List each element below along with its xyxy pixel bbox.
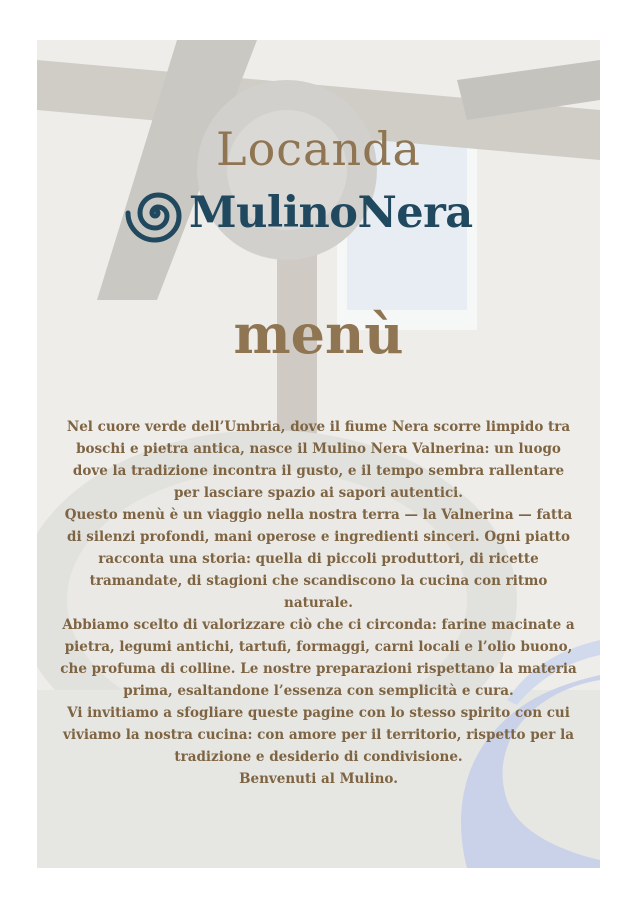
spiral-icon — [123, 181, 187, 245]
intro-paragraph: Abbiamo scelto di valorizzare ciò che ci circonda: farine macinate a pietra, legumi antichi, tartufi, formaggi, carni locali e l’olio buono, che profuma di colline. Le nostre preparazioni rispettano la materia prima, esaltandone l’essenza con semplicità e cura. — [60, 617, 577, 699]
intro-paragraph: Questo menù è un viaggio nella nostra terra — la Valnerina — fatta di silenzi profondi, mani operose e ingredienti sinceri. Ogni piatto racconta una storia: quella di piccoli produttori, di ricette tramandate, di stagioni che scandiscono la cucina con ritmo naturale. — [64, 507, 573, 611]
menu-page — [37, 40, 600, 868]
welcome-line: Benvenuti al Mulino. — [239, 771, 398, 787]
intro-text — [59, 416, 578, 790]
brand-name: MulinoNera — [189, 188, 473, 238]
intro-paragraph: Vi invitiamo a sfogliare queste pagine con lo stesso spirito con cui viviamo la nostra cucina: con amore per il territorio, rispetto per la tradizione e desiderio di condivisione. — [63, 705, 574, 765]
menu-title: menù — [233, 302, 404, 366]
title-locanda: Locanda — [216, 122, 421, 176]
intro-paragraph: Nel cuore verde dell’Umbria, dove il fiume Nera scorre limpido tra boschi e pietra antica, nasce il Mulino Nera Valnerina: un luogo dove la tradizione incontra il gusto, e il tempo sembra rallentare per lasciare spazio ai sapori autentici. — [66, 419, 571, 501]
brand-logo — [123, 178, 473, 248]
